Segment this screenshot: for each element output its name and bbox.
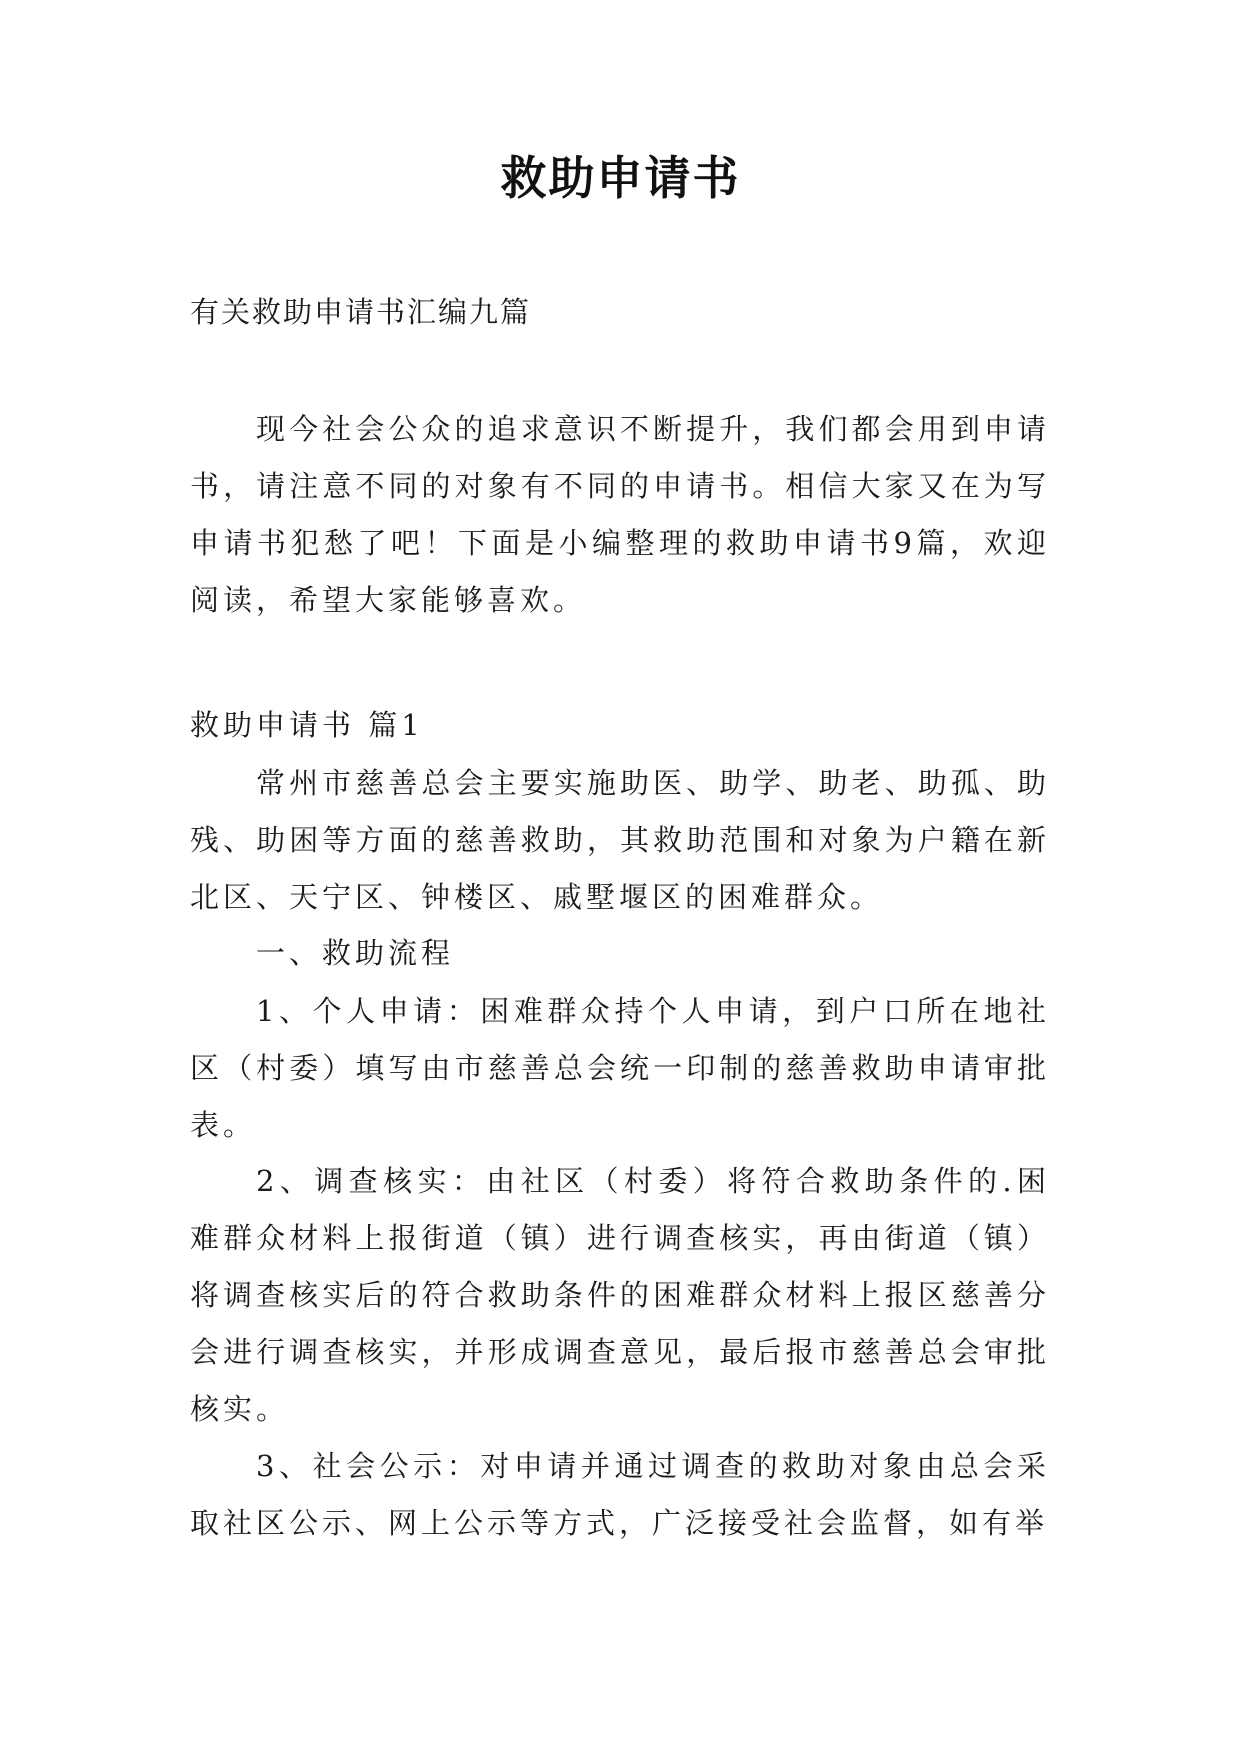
body-paragraph: 常州市慈善总会主要实施助医、助学、助老、助孤、助残、助困等方面的慈善救助，其救助范围和对象为户籍在新北区、天宁区、钟楼区、戚墅堰区的困难群众。 <box>190 766 1050 914</box>
section-heading: 救助申请书 篇1 <box>190 708 424 742</box>
process-heading: 一、救助流程 <box>256 936 455 970</box>
body-paragraph: 1、个人申请：困难群众持个人申请，到户口所在地社区（村委）填写由市慈善总会统一印制的慈善救助申请审批表。 <box>190 994 1050 1142</box>
body-paragraph: 2、调查核实：由社区（村委）将符合救助条件的.困难群众材料上报街道（镇）进行调查核实，再由街道（镇）将调查核实后的符合救助条件的困难群众材料上报区慈善分会进行调查核实，并形成调查意见，最后报市慈善总会审批核实。 <box>190 1164 1050 1426</box>
body-paragraph: 3、社会公示：对申请并通过调查的救助对象由总会采取社区公示、网上公示等方式，广泛接受社会监督，如有举 <box>190 1449 1050 1540</box>
document-subtitle: 有关救助申请书汇编九篇 <box>190 295 532 329</box>
document-title: 救助申请书 <box>500 151 741 205</box>
intro-paragraph: 现今社会公众的追求意识不断提升，我们都会用到申请书，请注意不同的对象有不同的申请书。相信大家又在为写申请书犯愁了吧！下面是小编整理的救助申请书9篇，欢迎阅读，希望大家能够喜欢。 <box>190 412 1050 617</box>
